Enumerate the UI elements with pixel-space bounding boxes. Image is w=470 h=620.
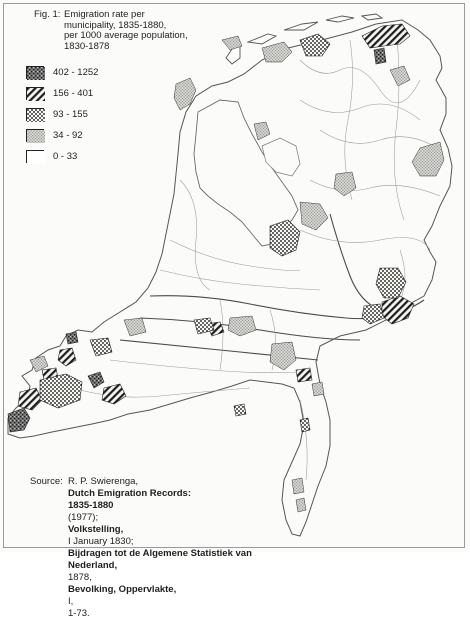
legend-swatch-coarse-dots [26, 108, 44, 121]
source-author: R. P. Swierenga, [68, 476, 139, 487]
source-line-2 [68, 500, 278, 548]
source-title-4: Bevolking, Oppervlakte, [68, 584, 177, 595]
legend-swatch-diagonal-hatch [26, 87, 44, 100]
source-year: (1977); [68, 512, 99, 523]
legend-item-156-401 [26, 87, 166, 103]
figure-title-line-1: Emigration rate per [64, 9, 145, 20]
source-volume: I, [68, 596, 74, 607]
legend-item-34-92 [26, 129, 166, 145]
source-line-1 [68, 476, 278, 500]
source-date: I January 1830; [68, 536, 134, 547]
legend-label: 156 - 401 [53, 88, 94, 99]
figure-title-line-2: municipality, 1835-1880, [64, 19, 167, 31]
legend-label: 0 - 33 [53, 151, 78, 162]
legend-label: 402 - 1252 [53, 67, 99, 78]
legend-label: 34 - 92 [53, 130, 83, 141]
source-title-years: 1835-1880 [68, 500, 114, 511]
figure-label: Fig. 1: [34, 9, 61, 20]
source-text [68, 476, 278, 620]
figure-title [64, 10, 264, 52]
source-title-3: Nederland, [68, 560, 118, 571]
legend-swatch-dark-stipple [26, 66, 44, 79]
legend-swatch-blank [26, 150, 44, 163]
source-line-4 [68, 560, 278, 608]
legend-item-0-33 [26, 150, 166, 166]
source-title-2: Volkstelling, [68, 524, 124, 535]
legend-swatch-fine-dots [26, 129, 44, 142]
legend-item-402-1252 [26, 66, 166, 82]
legend-item-93-155 [26, 108, 166, 124]
source-line-5: 1-73. [68, 608, 90, 619]
source-line-3: Bijdragen tot de Algemene Statistiek van [68, 548, 252, 559]
figure-title-line-3: per 1000 average population, [64, 30, 188, 41]
source-label: Source: [30, 476, 63, 487]
figure-title-line-4: 1830-1878 [64, 40, 110, 52]
source-year-2: 1878, [68, 572, 92, 583]
source-title-1: Dutch Emigration Records: [68, 488, 191, 499]
legend-label: 93 - 155 [53, 109, 88, 120]
